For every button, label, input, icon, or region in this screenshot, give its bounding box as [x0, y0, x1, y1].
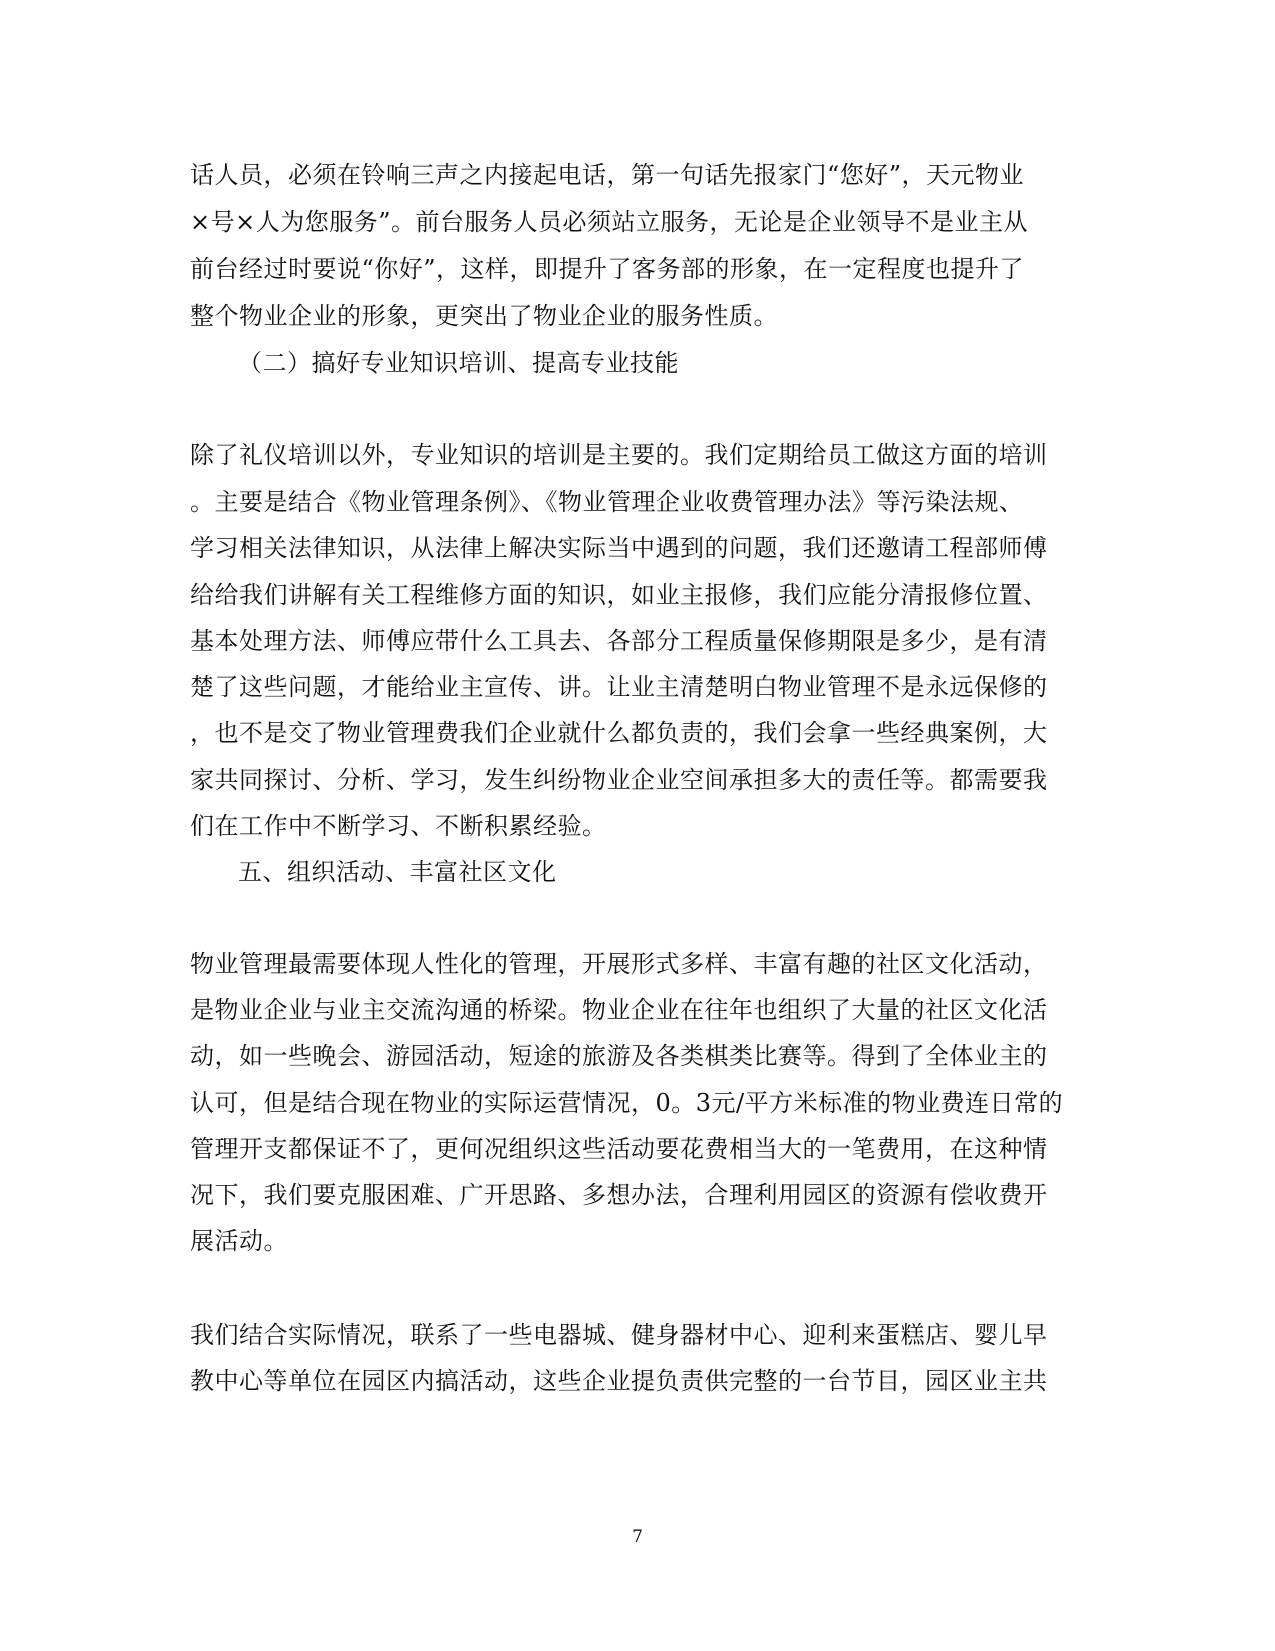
paragraph-4-line-2: 教中心等单位在园区内搞活动，这些企业提负责供完整的一台节目，园区业主共 [190, 1367, 1048, 1395]
section-heading: 五、组织活动、丰富社区文化 [238, 858, 557, 886]
paragraph-2-line-3: 学习相关法律知识，从法律上解决实际当中遇到的问题，我们还邀请工程部师傅 [190, 534, 1048, 562]
paragraph-2-line-9: 们在工作中不断学习、不断积累经验。 [190, 812, 607, 840]
paragraph-4-line-1: 我们结合实际情况，联系了一些电器城、健身器材中心、迎利来蛋糕店、婴儿早 [190, 1321, 1048, 1349]
paragraph-2-line-1: 除了礼仪培训以外，专业知识的培训是主要的。我们定期给员工做这方面的培训 [190, 441, 1048, 469]
paragraph-1-line-1: 话人员，必须在铃响三声之内接起电话，第一句话先报家门“您好”，天元物业 [190, 161, 1025, 189]
paragraph-2-line-4: 给给我们讲解有关工程维修方面的知识，如业主报修，我们应能分清报修位置、 [190, 581, 1048, 609]
paragraph-3-line-2: 是物业企业与业主交流沟通的桥梁。物业企业在往年也组织了大量的社区文化活 [190, 996, 1048, 1024]
paragraph-3-line-6: 况下，我们要克服困难、广开思路、多想办法，合理利用园区的资源有偿收费开 [190, 1181, 1048, 1209]
paragraph-3-line-1: 物业管理最需要体现人性化的管理，开展形式多样、丰富有趣的社区文化活动， [190, 950, 1048, 978]
paragraph-1-line-2: ×号×人为您服务”。前台服务人员必须站立服务，无论是企业领导不是业主从 [190, 208, 1028, 236]
paragraph-2-line-2: 。主要是结合《物业管理条例》、《物业管理企业收费管理办法》等污染法规、 [190, 488, 1024, 516]
paragraph-1-line-3: 前台经过时要说“你好”，这样，即提升了客务部的形象，在一定程度也提升了 [190, 255, 1025, 283]
paragraph-2-line-6: 楚了这些问题，才能给业主宣传、讲。让业主清楚明白物业管理不是永远保修的 [190, 673, 1048, 701]
section-subheading: （二）搞好专业知识培训、提高专业技能 [238, 349, 679, 377]
paragraph-2-line-5: 基本处理方法、师傅应带什么工具去、各部分工程质量保修期限是多少，是有清 [190, 627, 1048, 655]
paragraph-2-line-7: ，也不是交了物业管理费我们企业就什么都负责的，我们会拿一些经典案例，大 [190, 719, 1048, 747]
paragraph-1-line-4: 整个物业企业的形象，更突出了物业企业的服务性质。 [190, 302, 778, 330]
paragraph-2-line-8: 家共同探讨、分析、学习，发生纠纷物业企业空间承担多大的责任等。都需要我 [190, 766, 1048, 794]
paragraph-3-line-5: 管理开支都保证不了，更何况组织这些活动要花费相当大的一笔费用，在这种情 [190, 1135, 1048, 1163]
page-number: 7 [632, 1527, 643, 1547]
paragraph-3-line-7: 展活动。 [190, 1227, 288, 1255]
paragraph-3-line-4: 认可，但是结合现在物业的实际运营情况，0。3元/平方米标准的物业费连日常的 [190, 1089, 1064, 1117]
paragraph-3-line-3: 动，如一些晚会、游园活动，短途的旅游及各类棋类比赛等。得到了全体业主的 [190, 1042, 1048, 1070]
